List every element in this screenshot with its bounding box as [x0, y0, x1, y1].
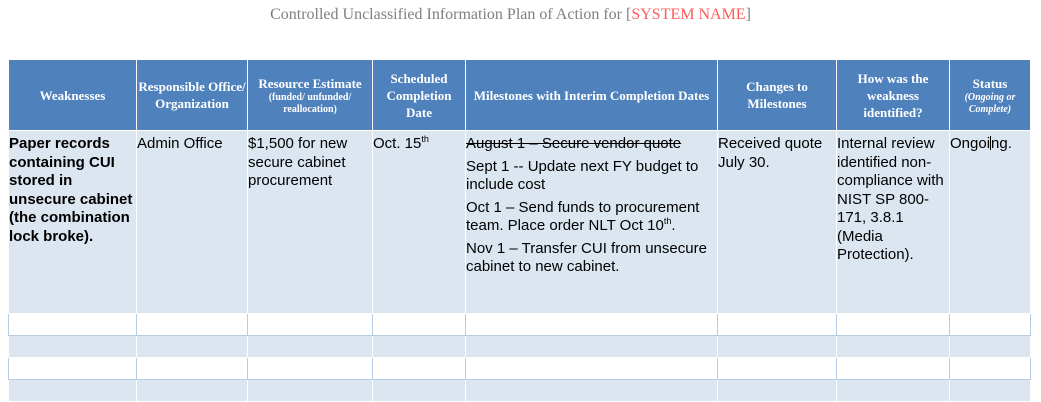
empty-cell[interactable] [950, 314, 1031, 336]
empty-cell[interactable] [137, 358, 248, 380]
cell-milestones[interactable] [466, 131, 718, 314]
milestone-4: Nov 1 – Transfer CUI from unsecure cabinet to new cabinet. [466, 239, 707, 275]
system-name-placeholder[interactable]: SYSTEM NAME [631, 6, 746, 23]
milestone-3-suffix: th [663, 216, 672, 226]
empty-cell[interactable] [837, 358, 950, 380]
title-bracket-close: ] [745, 6, 751, 23]
header-responsible: Responsible Office/ Organization [137, 60, 248, 131]
empty-cell[interactable] [466, 380, 718, 402]
empty-cell[interactable] [248, 358, 373, 380]
milestone-1: August 1 – Secure vendor quote [466, 135, 682, 152]
empty-cell[interactable] [466, 314, 718, 336]
header-resource-label: Resource Estimate [258, 75, 362, 91]
empty-cell[interactable] [248, 314, 373, 336]
cell-identified[interactable]: Internal review identified non-compliance with NIST SP 800-171, 3.8.1 (Media Protection). [837, 131, 950, 314]
empty-cell[interactable] [137, 314, 248, 336]
empty-cell[interactable] [248, 380, 373, 402]
header-changes: Changes to Milestones [718, 60, 837, 131]
cell-scheduled[interactable] [373, 131, 466, 314]
empty-cell[interactable] [9, 314, 137, 336]
table-row [9, 380, 1031, 402]
table-row [9, 314, 1031, 336]
empty-cell[interactable] [466, 336, 718, 358]
empty-cell[interactable] [837, 380, 950, 402]
milestone-2: Sept 1 -- Update next FY budget to include cost [466, 157, 699, 193]
empty-cell[interactable] [837, 314, 950, 336]
empty-cell[interactable] [9, 358, 137, 380]
header-status-sub: (Ongoing or Complete) [964, 91, 1016, 115]
empty-cell[interactable] [373, 358, 466, 380]
empty-cell[interactable] [718, 336, 837, 358]
empty-cell[interactable] [718, 380, 837, 402]
scheduled-date-suffix: th [421, 134, 429, 144]
status-text-a: Ongoi [950, 135, 991, 152]
empty-cell[interactable] [837, 336, 950, 358]
scheduled-date-text: Oct. 15 [373, 135, 422, 152]
header-status [950, 60, 1031, 131]
header-resource [248, 60, 373, 131]
cell-responsible[interactable]: Admin Office [137, 131, 248, 314]
page-title [0, 6, 1021, 24]
table-row [9, 336, 1031, 358]
header-row [9, 60, 1031, 131]
empty-cell[interactable] [466, 358, 718, 380]
header-scheduled: Scheduled Completion Date [373, 60, 466, 131]
table-row [9, 358, 1031, 380]
cell-weakness[interactable]: Paper records containing CUI stored in unsecure cabinet (the combination lock broke). [9, 131, 137, 314]
plan-of-action-table [8, 59, 1031, 402]
cell-status[interactable] [950, 131, 1031, 314]
header-weaknesses: Weaknesses [9, 60, 137, 131]
header-identified: How was the weakness identified? [837, 60, 950, 131]
empty-cell[interactable] [718, 358, 837, 380]
empty-cell[interactable] [950, 380, 1031, 402]
empty-cell[interactable] [950, 336, 1031, 358]
milestone-3-text: Oct 1 – Send funds to procurement team. Place order NLT Oct 10 [466, 198, 700, 234]
empty-cell[interactable] [373, 380, 466, 402]
empty-cell[interactable] [373, 336, 466, 358]
title-bracket-open: [ [626, 6, 632, 23]
empty-cell[interactable] [373, 314, 466, 336]
title-prefix: Controlled Unclassified Information Plan of Action for [270, 6, 627, 23]
cell-resource[interactable]: $1,500 for new secure cabinet procurement [248, 131, 373, 314]
empty-cell[interactable] [950, 358, 1031, 380]
empty-cell[interactable] [9, 336, 137, 358]
cell-changes[interactable]: Received quote July 30. [718, 131, 837, 314]
empty-cell[interactable] [718, 314, 837, 336]
empty-cell[interactable] [137, 336, 248, 358]
header-resource-sub: (funded/ unfunded/ reallocation) [268, 91, 352, 115]
milestone-3 [466, 199, 717, 236]
table-row [9, 131, 1031, 314]
milestone-3-end: . [671, 217, 676, 234]
empty-cell[interactable] [248, 336, 373, 358]
empty-cell[interactable] [137, 380, 248, 402]
header-milestones: Milestones with Interim Completion Dates [466, 60, 718, 131]
empty-cell[interactable] [9, 380, 137, 402]
status-text-b: ng. [991, 135, 1012, 152]
header-status-label: Status [972, 75, 1008, 91]
